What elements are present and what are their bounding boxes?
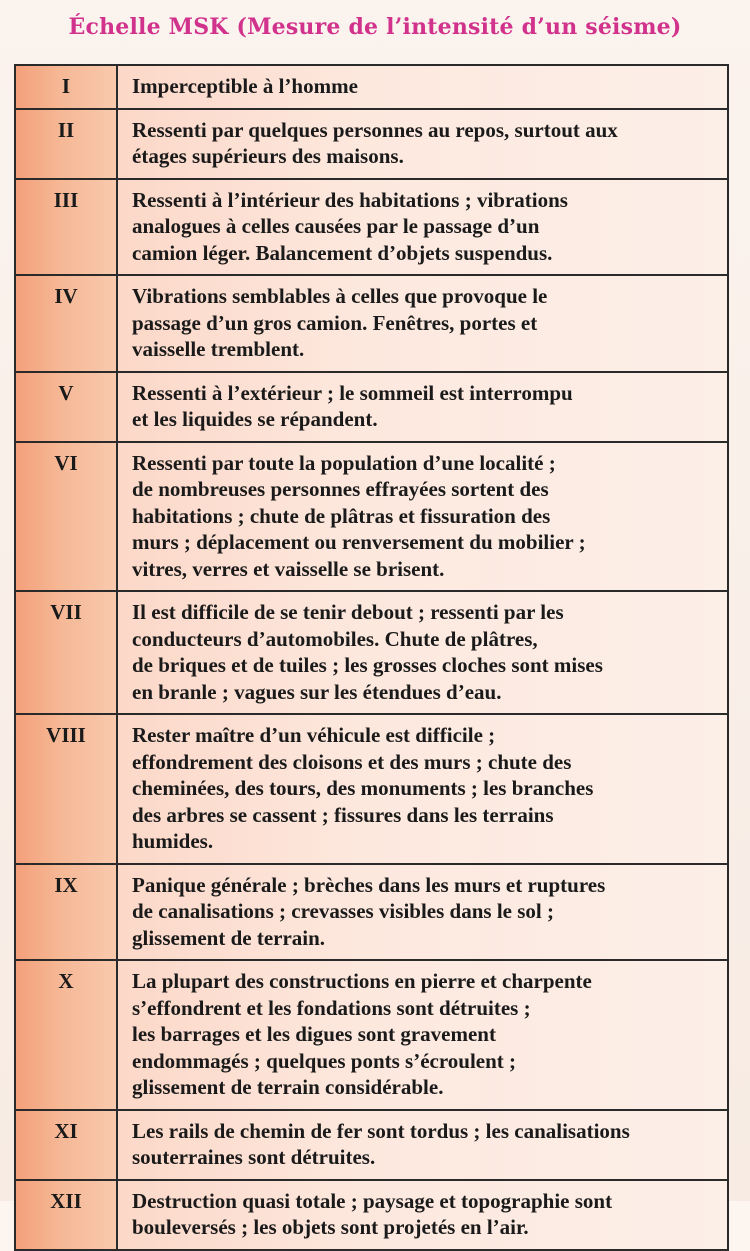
degree-cell: VII (15, 591, 117, 714)
description-cell: Panique générale ; brèches dans les murs et ruptures de canalisations ; crevasses visibles dans le sol ; glissement de terrain. (117, 864, 728, 961)
degree-cell: IX (15, 864, 117, 961)
description-cell: Ressenti par quelques personnes au repos, surtout aux étages supérieurs des maisons. (117, 109, 728, 179)
page-title: Échelle MSK (Mesure de l’intensité d’un séisme) (68, 14, 682, 40)
table-row (15, 442, 728, 592)
table-row (15, 372, 728, 442)
table-row (15, 960, 728, 1110)
description-cell: Rester maître d’un véhicule est difficile ; effondrement des cloisons et des murs ; chute des cheminées, des tours, des monuments ; les branches des arbres se cassent ; fissures dans les terrains humides. (117, 714, 728, 864)
degree-cell: XII (15, 1180, 117, 1250)
degree-cell: III (15, 179, 117, 276)
description-cell: Les rails de chemin de fer sont tordus ; les canalisations souterraines sont détruites. (117, 1110, 728, 1180)
degree-cell: XI (15, 1110, 117, 1180)
table-row (15, 591, 728, 714)
degree-cell: VI (15, 442, 117, 592)
table-row (15, 1110, 728, 1180)
description-cell: La plupart des constructions en pierre et charpente s’effondrent et les fondations sont détruites ; les barrages et les digues sont gravement endommagés ; quelques ponts s’écroulent ; glissement de terrain considérable. (117, 960, 728, 1110)
table-row (15, 109, 728, 179)
description-cell: Ressenti à l’extérieur ; le sommeil est interrompu et les liquides se répandent. (117, 372, 728, 442)
description-cell: Il est difficile de se tenir debout ; ressenti par les conducteurs d’automobiles. Chute de plâtres, de briques et de tuiles ; les grosses cloches sont mises en branle ; vagues sur les étendues d’eau. (117, 591, 728, 714)
description-cell: Ressenti par toute la population d’une localité ; de nombreuses personnes effrayées sortent des habitations ; chute de plâtras et fissuration des murs ; déplacement ou renversement du mobilier ; vitres, verres et vaisselle se brisent. (117, 442, 728, 592)
table-row (15, 275, 728, 372)
degree-cell: IV (15, 275, 117, 372)
table-row (15, 864, 728, 961)
table-row (15, 65, 728, 109)
description-cell: Destruction quasi totale ; paysage et topographie sont bouleversés ; les objets sont projetés en l’air. (117, 1180, 728, 1250)
degree-cell: I (15, 65, 117, 109)
description-cell: Imperceptible à l’homme (117, 65, 728, 109)
degree-cell: VIII (15, 714, 117, 864)
table-row (15, 714, 728, 864)
msk-scale-table (14, 64, 729, 1251)
table-row (15, 179, 728, 276)
description-cell: Vibrations semblables à celles que provoque le passage d’un gros camion. Fenêtres, portes et vaisselle tremblent. (117, 275, 728, 372)
degree-cell: II (15, 109, 117, 179)
degree-cell: X (15, 960, 117, 1110)
description-cell: Ressenti à l’intérieur des habitations ; vibrations analogues à celles causées par le passage d’un camion léger. Balancement d’objets suspendus. (117, 179, 728, 276)
degree-cell: V (15, 372, 117, 442)
table-row (15, 1180, 728, 1250)
